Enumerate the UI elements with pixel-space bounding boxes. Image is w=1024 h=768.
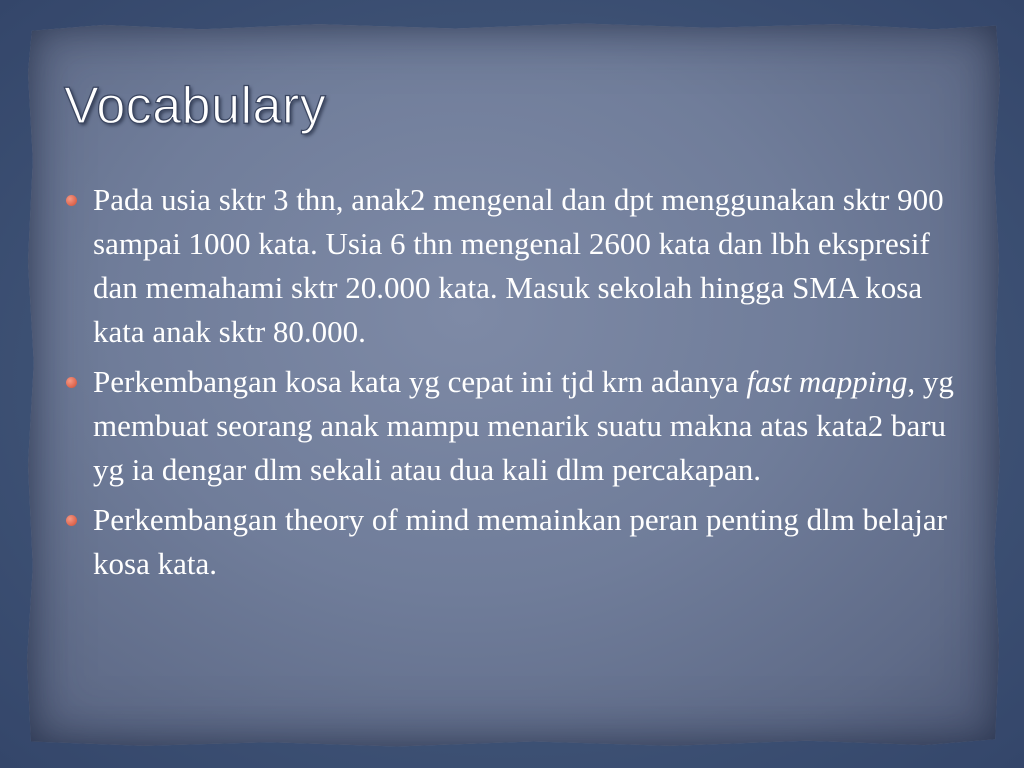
bullet-text-italic: fast mapping: [746, 364, 908, 399]
bullet-item: [66, 498, 966, 586]
bullet-text: Pada usia sktr 3 thn, anak2 mengenal dan dpt menggunakan sktr 900 sampai 1000 kata. Usia 6 thn mengenal 2600 kata dan lbh ekspresif dan memahami sktr 20.000 kata. Masuk sekolah hingga SMA kosa kata anak sktr 80.000.: [93, 182, 944, 349]
bullet-item: [66, 360, 966, 492]
bullet-text-part: Perkembangan kosa kata yg cepat ini tjd krn adanya: [93, 364, 747, 399]
bullet-list: [66, 178, 966, 592]
bullet-item: [66, 178, 966, 354]
slide-title: Vocabulary: [64, 77, 327, 135]
bullet-dot-icon: [66, 515, 77, 526]
bullet-text: Perkembangan theory of mind memainkan peran penting dlm belajar kosa kata.: [93, 502, 947, 581]
bullet-text-part: , yg membuat seorang anak mampu menarik suatu makna atas kata2 baru yg ia dengar dlm sekali atau dua kali dlm percakapan.: [93, 364, 954, 487]
bullet-dot-icon: [66, 377, 77, 388]
bullet-dot-icon: [66, 195, 77, 206]
bullet-text: [93, 364, 954, 487]
